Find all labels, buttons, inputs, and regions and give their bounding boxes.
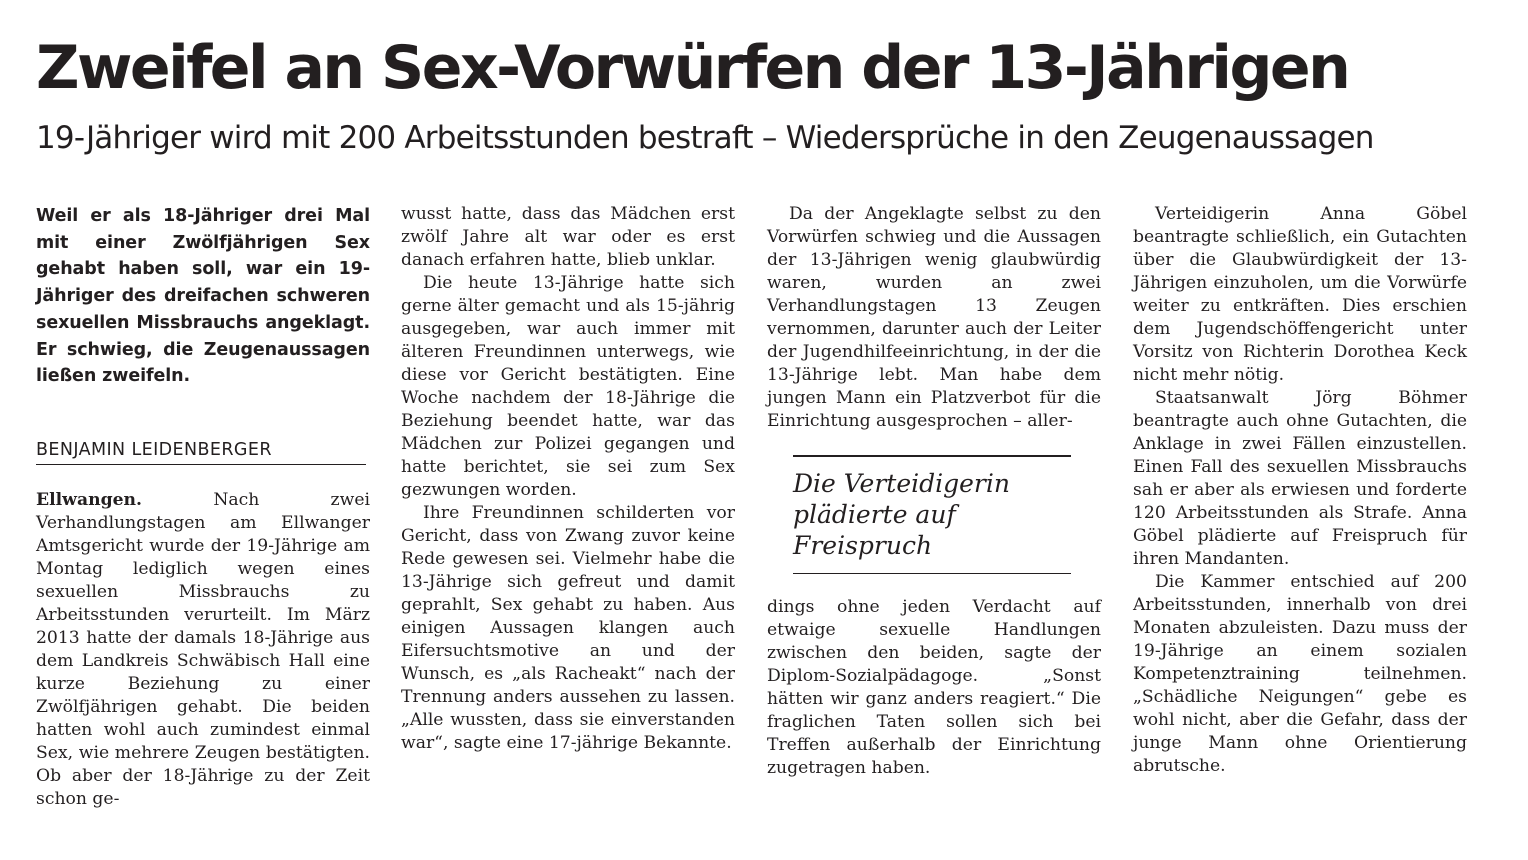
body-paragraph: dings ohne jeden Verdacht auf etwaige sexuelle Handlungen zwischen den beiden, sagte der Diplom-Sozialpädagoge. „Sonst hätten wir ganz anders reagiert.“ Die fraglichen Taten sollen sich bei Treffen außerhalb der Einrichtung zugetragen haben.	[767, 597, 1101, 778]
author-byline: BENJAMIN LEIDENBERGER	[36, 438, 366, 465]
lead-paragraph: Weil er als 18-Jähriger drei Mal mit einer Zwölfjährigen Sex gehabt haben soll, war ein 19-Jähriger des dreifachen schweren sexuellen Missbrauchs angeklagt. Er schwieg, die Zeugenaussagen ließen zweifeln.	[36, 206, 370, 387]
article-column-4	[1133, 203, 1467, 778]
body-paragraph: Ihre Freundinnen schilderten vor Gericht, dass von Zwang zuvor keine Rede gewesen sei. Vielmehr habe die 13-Jährige sich gefreut und damit geprahlt, Sex gehabt zu haben. Aus einigen Aussagen klangen auch Eifersuchtsmotive an und der Wunsch, es „als Racheakt“ nach der Trennung anders aussehen zu lassen. „Alle wussten, dass sie einverstanden war“, sagte eine 17-jährige Bekannte.	[401, 503, 735, 753]
body-paragraph: Da der Angeklagte selbst zu den Vorwürfen schwieg und die Aussagen der 13-Jährigen wenig glaubwürdig waren, wurden an zwei Verhandlungstagen 13 Zeugen vernommen, darunter auch der Leiter der Jugendhilfeeinrichtung, in der die 13-Jährige lebt. Man habe dem jungen Mann ein Platzverbot für die Einrichtung ausgesprochen – aller-	[767, 204, 1101, 431]
article-column-1	[36, 203, 370, 811]
article-column-3	[767, 203, 1101, 780]
body-paragraph: Staatsanwalt Jörg Böhmer beantragte auch ohne Gutachten, die Anklage in zwei Fällen einzustellen. Einen Fall des sexuellen Missbrauchs sah er aber als erwiesen und forderte 120 Arbeitsstunden als Strafe. Anna Göbel plädierte auf Freispruch für ihren Mandanten.	[1133, 388, 1467, 569]
body-text: Nach zwei Verhandlungstagen am Ellwanger Amtsgericht wurde der 19-Jährige am Montag lediglich wegen eines sexuellen Missbrauchs zu Arbeitsstunden verurteilt. Im März 2013 hatte der damals 18-Jährige aus dem Landkreis Schwäbisch Hall eine kurze Beziehung zu einer Zwölfjährigen gehabt. Die beiden hatten wohl auch zumindest einmal Sex, wie mehrere Zeugen bestätigten. Ob aber der 18-Jährige zu der Zeit schon ge-	[36, 489, 370, 809]
dateline: Ellwangen.	[36, 489, 143, 510]
body-paragraph: Die Kammer entschied auf 200 Arbeitsstunden, innerhalb von drei Monaten abzuleisten. Dazu muss der 19-Jährige an einem sozialen Kompetenztraining teilnehmen. „Schädliche Neigungen“ gebe es wohl nicht, aber die Gefahr, dass der junge Mann ohne Orientierung abrutsche.	[1133, 572, 1467, 776]
headline: Zweifel an Sex-Vorwürfen der 13-Jährigen	[36, 33, 1349, 103]
body-paragraph: Die heute 13-Jährige hatte sich gerne älter gemacht und als 15-jährig ausgegeben, war auch immer mit älteren Freundinnen unterwegs, wie diese vor Gericht bestätigten. Eine Woche nachdem der 18-Jährige die Beziehung beendet hatte, war das Mädchen zur Polizei gegangen und hatte berichtet, sie sei zum Sex gezwungen worden.	[401, 273, 735, 500]
body-paragraph	[36, 489, 370, 811]
body-paragraph: wusst hatte, dass das Mädchen erst zwölf Jahre alt war oder es erst danach erfahren hatte, blieb unklar.	[401, 204, 735, 270]
pull-quote: Die Verteidigerin plädierte auf Freispruch	[793, 455, 1071, 574]
article-column-2	[401, 203, 735, 755]
subheadline: 19-Jähriger wird mit 200 Arbeitsstunden bestraft – Wiedersprüche in den Zeugenaussagen	[36, 120, 1374, 156]
body-paragraph: Verteidigerin Anna Göbel beantragte schließlich, ein Gutachten über die Glaubwürdigkeit der 13-Jährigen einzuholen, um die Vorwürfe weiter zu entkräften. Dies erschien dem Jugendschöffengericht unter Vorsitz von Richterin Dorothea Keck nicht mehr nötig.	[1133, 204, 1467, 385]
